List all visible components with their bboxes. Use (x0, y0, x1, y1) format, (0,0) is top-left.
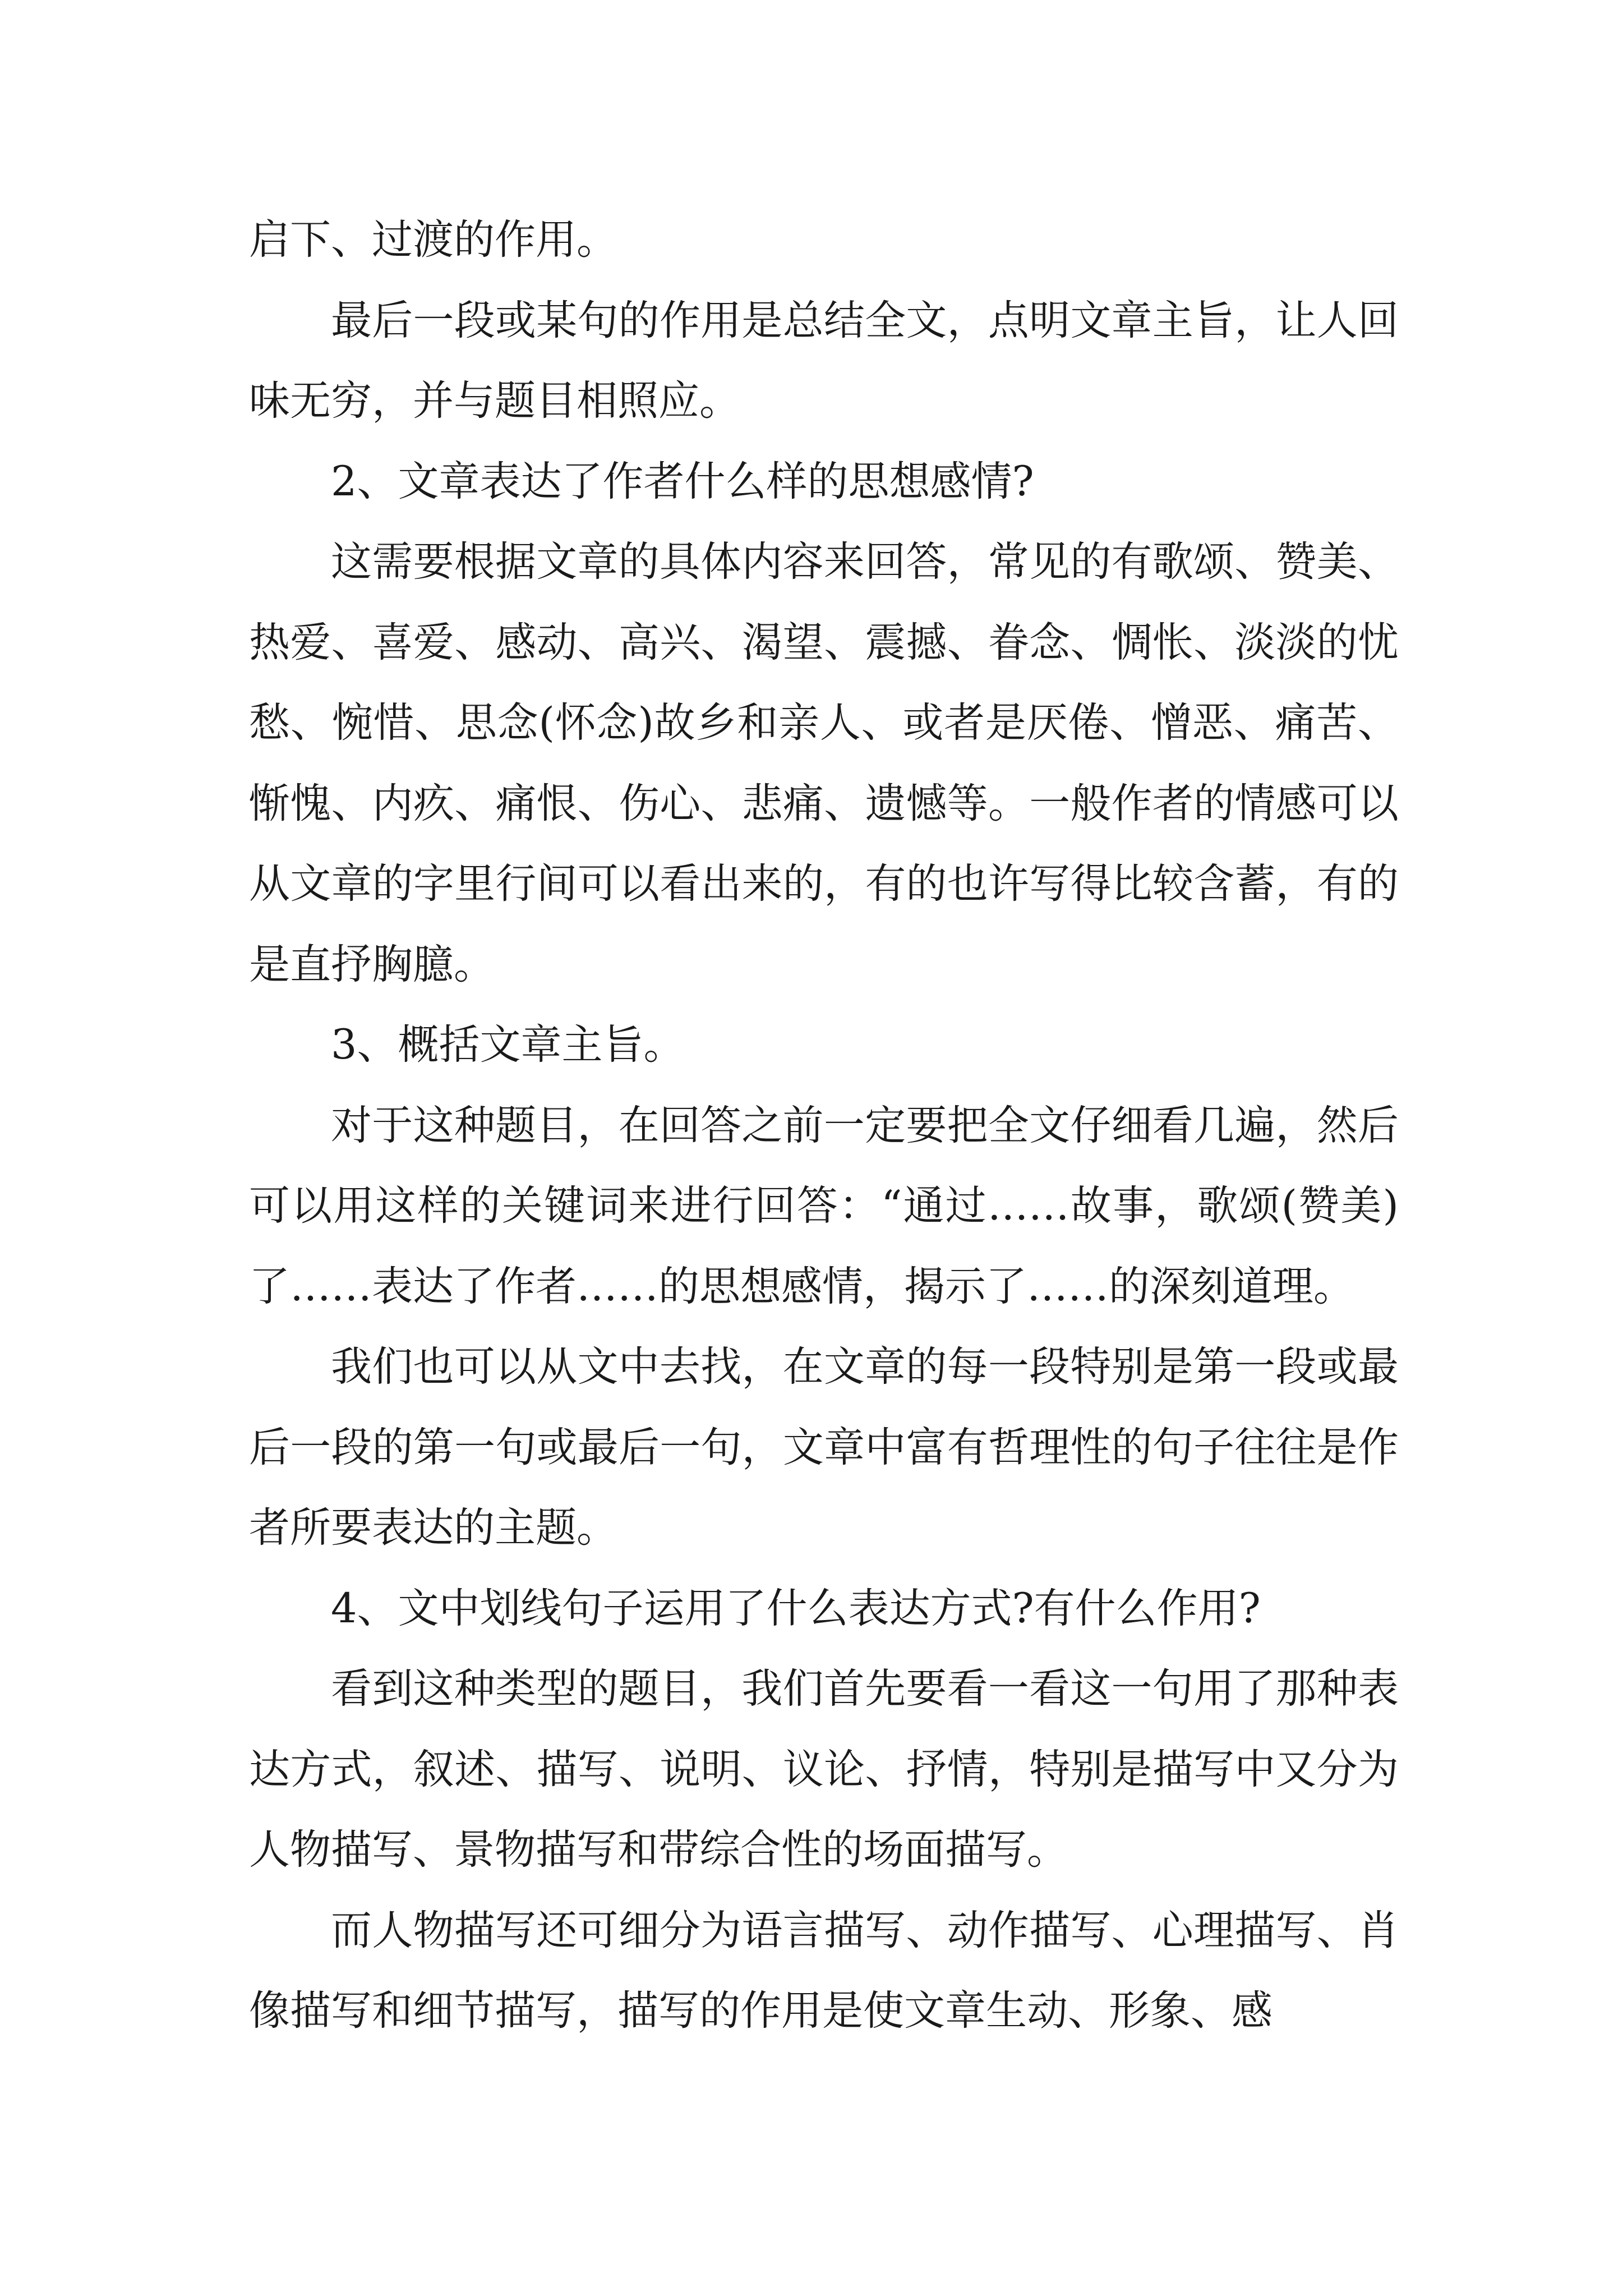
question-heading-2: 2、文章表达了作者什么样的思想感情? (331, 457, 1034, 505)
paragraph-last-sentence-role: 最后一段或某句的作用是总结全文，点明文章主旨，让人回味无穷，并与题目相照应。 (249, 296, 1399, 425)
question-heading-4: 4、文中划线句子运用了什么表达方式?有什么作用? (331, 1584, 1261, 1632)
paragraph-character-description: 而人物描写还可细分为语言描写、动作描写、心理描写、肖像描写和细节描写，描写的作用是使文章生动、形象、感 (249, 1906, 1399, 2035)
paragraph-find-theme: 我们也可以从文中去找，在文章的每一段特别是第一段或最后一段的第一句或最后一句，文章中富有哲理性的句子往往是作者所要表达的主题。 (249, 1343, 1399, 1552)
paragraph-expression-methods: 看到这种类型的题目，我们首先要看一看这一句用了那种表达方式，叙述、描写、说明、议论、抒情，特别是描写中又分为人物描写、景物描写和带综合性的场面描写。 (249, 1665, 1399, 1874)
document-page (249, 200, 1399, 2051)
question-heading-3: 3、概括文章主旨。 (331, 1021, 685, 1069)
paragraph-continuation: 启下、过渡的作用。 (249, 216, 617, 264)
paragraph-summarize-theme: 对于这种题目，在回答之前一定要把全文仔细看几遍，然后可以用这样的关键词来进行回答：“通过……故事，歌颂(赞美)了……表达了作者……的思想感情，揭示了……的深刻道理。 (249, 1101, 1399, 1310)
paragraph-emotions: 这需要根据文章的具体内容来回答，常见的有歌颂、赞美、热爱、喜爱、感动、高兴、渴望、震撼、眷念、惆怅、淡淡的忧愁、惋惜、思念(怀念)故乡和亲人、或者是厌倦、憎恶、痛苦、惭愧、内疚、痛恨、伤心、悲痛、遗憾等。一般作者的情感可以从文章的字里行间可以看出来的，有的也许写得比较含蓄，有的是直抒胸臆。 (249, 538, 1399, 988)
